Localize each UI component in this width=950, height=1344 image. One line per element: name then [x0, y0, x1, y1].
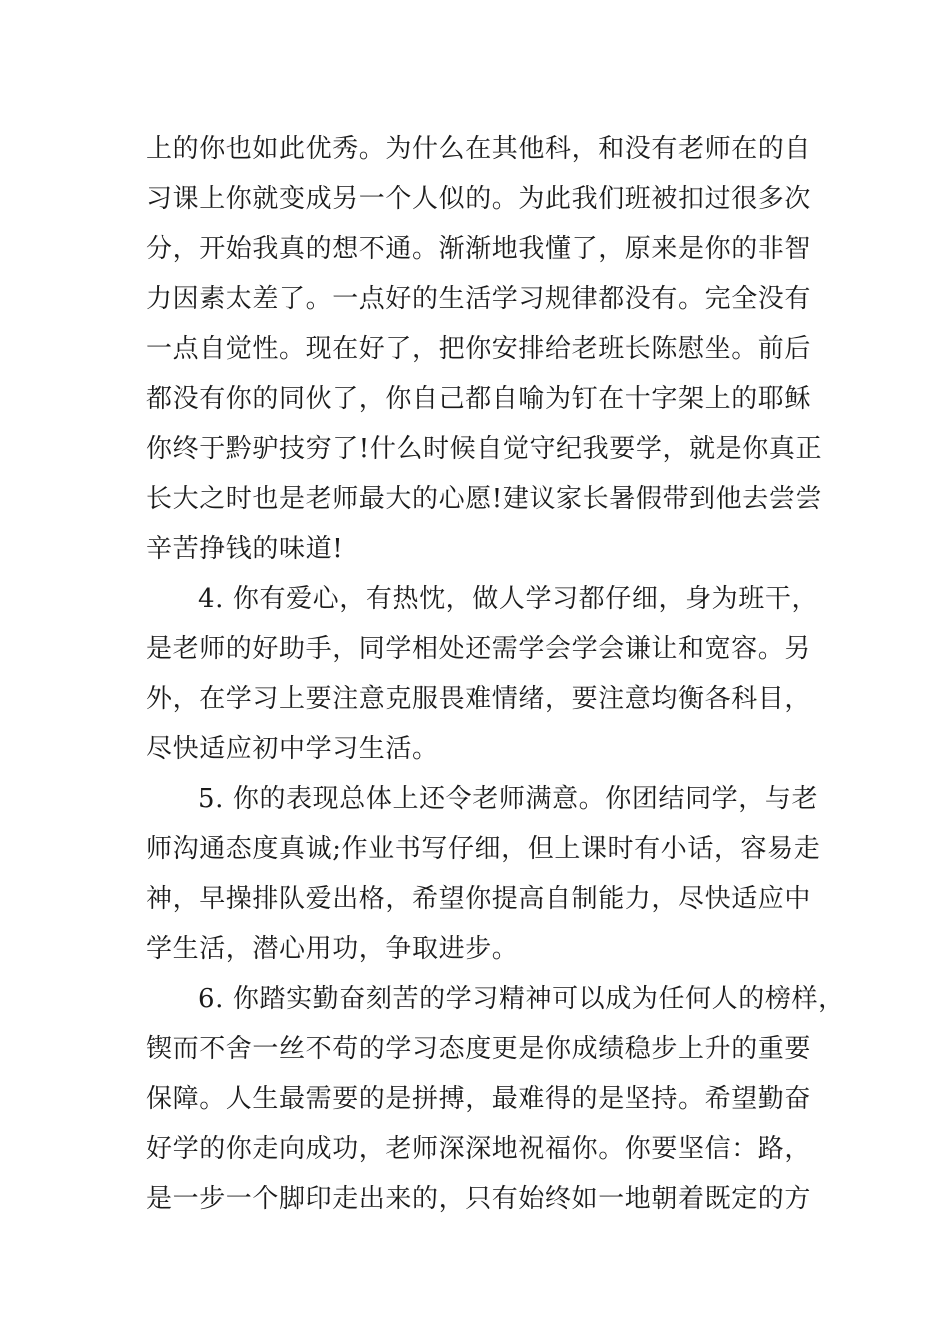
text-line: 上的你也如此优秀。为什么在其他科，和没有老师在的自: [146, 134, 812, 164]
text-line: 神，早操排队爱出格，希望你提高自制能力，尽快适应中: [146, 884, 812, 914]
text-line: 力因素太差了。一点好的生活学习规律都没有。完全没有: [146, 284, 812, 314]
text-line: 是一步一个脚印走出来的，只有始终如一地朝着既定的方: [146, 1184, 812, 1214]
text-line: 尽快适应初中学习生活。: [146, 734, 439, 764]
text-line: 都没有你的同伙了，你自己都自喻为钉在十字架上的耶稣: [146, 384, 812, 414]
text-line: 师沟通态度真诚;作业书写仔细，但上课时有小话，容易走: [146, 834, 821, 864]
text-line: 是老师的好助手，同学相处还需学会学会谦让和宽容。另: [146, 634, 812, 664]
text-line: 外，在学习上要注意克服畏难情绪，要注意均衡各科目，: [146, 684, 812, 714]
text-line: 好学的你走向成功，老师深深地祝福你。你要坚信：路，: [146, 1134, 812, 1164]
text-line: 长大之时也是老师最大的心愿!建议家长暑假带到他去尝尝: [146, 484, 823, 514]
text-line: 辛苦挣钱的味道!: [146, 534, 344, 564]
text-line: 锲而不舍一丝不苟的学习态度更是你成绩稳步上升的重要: [146, 1034, 812, 1064]
text-line: 习课上你就变成另一个人似的。为此我们班被扣过很多次: [146, 184, 812, 214]
paragraph-4-start: 4. 你有爱心，有热忱，做人学习都仔细，身为班干，: [198, 584, 819, 614]
text-line: 一点自觉性。现在好了，把你安排给老班长陈慰坐。前后: [146, 334, 812, 364]
paragraph-5-start: 5. 你的表现总体上还令老师满意。你团结同学，与老: [198, 784, 819, 814]
text-line: 分，开始我真的想不通。渐渐地我懂了，原来是你的非智: [146, 234, 812, 264]
text-line: 学生活，潜心用功，争取进步。: [146, 934, 519, 964]
text-line: 你终于黔驴技穷了!什么时候自觉守纪我要学，就是你真正: [146, 434, 823, 464]
paragraph-6-start: 6. 你踏实勤奋刻苦的学习精神可以成为任何人的榜样，: [198, 984, 845, 1014]
text-line: 保障。人生最需要的是拼搏，最难得的是坚持。希望勤奋: [146, 1084, 812, 1114]
